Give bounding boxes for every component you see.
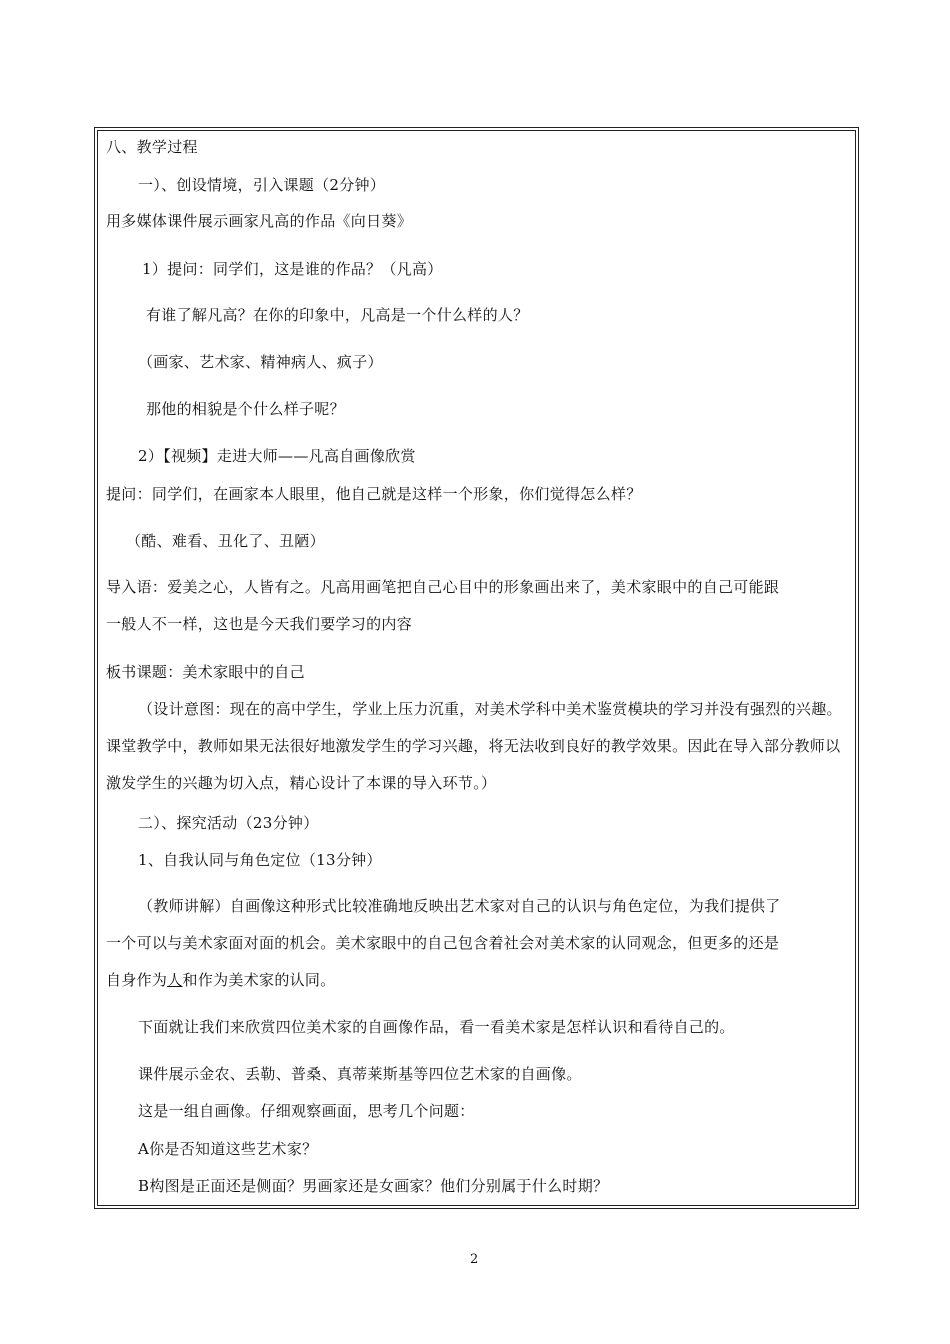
question-1c: 那他的相貌是个什么样子呢？ bbox=[146, 400, 345, 418]
part2-heading: 二）、探究活动（23分钟） bbox=[138, 814, 319, 832]
question-2: 提问：同学们，在画家本人眼里，他自己就是这样一个形象，你们觉得怎么样？ bbox=[106, 485, 642, 503]
lead-in-line-1: 导入语：爱美之心，人皆有之。凡高用画笔把自己心目中的形象画出来了，美术家眼中的自己可能跟 bbox=[106, 578, 780, 596]
sub1-heading: 1、自我认同与角色定位（13分钟） bbox=[138, 851, 382, 869]
courseware-line: 课件展示金农、丢勒、普桑、真蒂莱斯基等四位艺术家的自画像。 bbox=[138, 1065, 582, 1083]
board-title: 板书课题：美术家眼中的自己 bbox=[106, 663, 305, 681]
video-line: 2）【视频】走进大师——凡高自画像欣赏 bbox=[138, 447, 416, 465]
teacher-explain-line-3 bbox=[106, 971, 336, 989]
question-b: B构图是正面还是侧面？男画家还是女画家？他们分别属于什么时期？ bbox=[138, 1177, 609, 1195]
teacher-explain-line-1: （教师讲解）自画像这种形式比较准确地反映出艺术家对自己的认识与角色定位，为我们提供了 bbox=[138, 897, 781, 915]
teacher-explain-3b: 和作为美术家的认同。 bbox=[182, 971, 336, 989]
next-line: 下面就让我们来欣赏四位美术家的自画像作品，看一看美术家是怎样认识和看待自己的。 bbox=[138, 1018, 735, 1036]
question-1: 1）提问：同学们，这是谁的作品？（凡高） bbox=[142, 260, 443, 278]
underlined-word: 人 bbox=[167, 971, 183, 989]
teacher-explain-3a: 自身作为 bbox=[106, 971, 168, 989]
observe-line: 这是一组自画像。仔细观察画面，思考几个问题： bbox=[138, 1102, 475, 1120]
answer-2: （酷、难看、丑化了、丑陋） bbox=[126, 532, 325, 550]
section-title: 八、教学过程 bbox=[106, 138, 198, 156]
part1-heading: 一）、创设情境，引入课题（2分钟） bbox=[138, 176, 386, 194]
lead-in-line-2: 一般人不一样，这也是今天我们要学习的内容 bbox=[106, 615, 413, 633]
design-intent-paragraph bbox=[106, 691, 846, 802]
page-number: 2 bbox=[470, 1252, 479, 1267]
teacher-explain-line-2: 一个可以与美术家面对面的机会。美术家眼中的自己包含着社会对美术家的认同观念，但更多的还是 bbox=[106, 934, 780, 952]
design-intent-text: （设计意图：现在的高中学生，学业上压力沉重，对美术学科中美术鉴赏模块的学习并没有强烈的兴趣。课堂教学中，教师如果无法很好地激发学生的学习兴趣，将无法收到良好的教学效果。因此在导入部分教师以激发学生的兴趣为切入点，精心设计了本课的导入环节。） bbox=[106, 700, 842, 792]
answer-1: （画家、艺术家、精神病人、疯子） bbox=[138, 353, 383, 371]
question-a: A你是否知道这些艺术家？ bbox=[138, 1140, 318, 1158]
question-1b: 有谁了解凡高？在你的印象中，凡高是一个什么样的人？ bbox=[146, 306, 529, 324]
intro-line: 用多媒体课件展示画家凡高的作品《向日葵》 bbox=[106, 212, 413, 230]
